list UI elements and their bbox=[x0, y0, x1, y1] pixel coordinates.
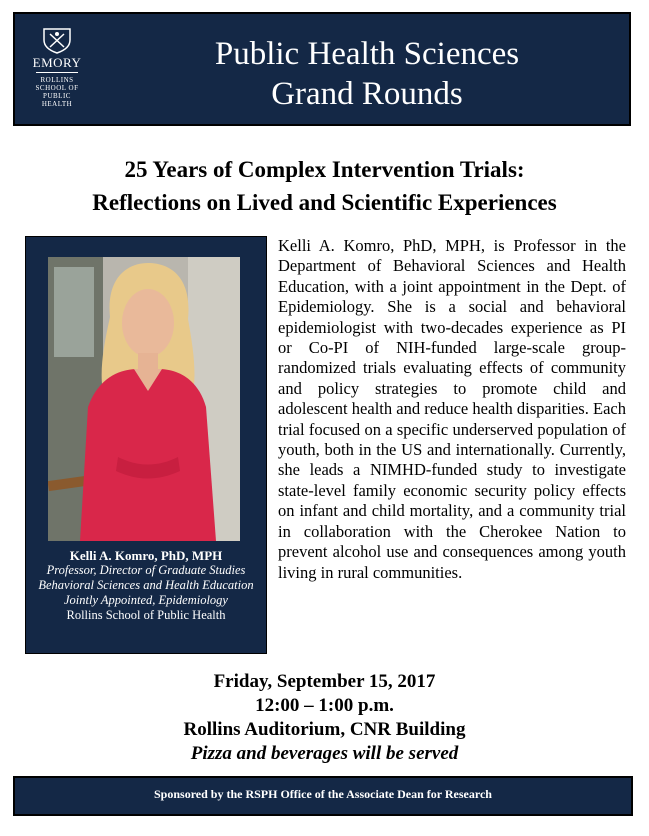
banner-title-line-1: Public Health Sciences bbox=[214, 36, 520, 72]
speaker-role-2: Behavioral Sciences and Health Education bbox=[38, 578, 254, 592]
speaker-name: Kelli A. Komro, PhD, MPH bbox=[69, 548, 223, 563]
speaker-role-1: Professor, Director of Graduate Studies bbox=[46, 563, 246, 577]
shield-torch-icon bbox=[40, 26, 74, 54]
logo-line-3: PUBLIC bbox=[43, 92, 71, 100]
logo-line-1: ROLLINS bbox=[40, 76, 74, 84]
logo-line-2: SCHOOL OF bbox=[35, 84, 79, 92]
speaker-photo bbox=[48, 257, 240, 541]
event-time: 12:00 – 1:00 p.m. bbox=[255, 695, 394, 716]
speaker-bio: Kelli A. Komro, PhD, MPH, is Professor in the Department of Behavioral Sciences and Health Education, with a joint appointment in the Dept. of Epidemiology. She is a social and behavioral epidemiologist with two-decades experience as PI or Co-PI of NIH-funded large-scale group-randomized trials evaluating effects of community and policy strategies to promote child and adolescent health and reduce health disparities. Each trial focused on a specific underserved population of youth, both in the US and internationally. Currently, she leads a NIMHD-funded study to investigate state-level family economic security policy effects on infant and child mortality, and a community trial in collaboration with the Cherokee Nation to prevent alcohol use and consequences among youth living in rural communities. bbox=[278, 236, 626, 582]
sponsor-text: Sponsored by the RSPH Office of the Associate Dean for Research bbox=[154, 787, 492, 801]
event-food-note: Pizza and beverages will be served bbox=[190, 743, 459, 764]
banner-title bbox=[105, 34, 629, 114]
event-date: Friday, September 15, 2017 bbox=[213, 671, 436, 692]
event-location: Rollins Auditorium, CNR Building bbox=[183, 719, 466, 740]
speaker-card bbox=[25, 236, 267, 654]
speaker-caption bbox=[26, 548, 266, 623]
logo-divider bbox=[36, 72, 78, 73]
talk-title bbox=[0, 153, 649, 219]
banner-title-line-2: Grand Rounds bbox=[271, 76, 463, 112]
speaker-school: Rollins School of Public Health bbox=[66, 608, 226, 622]
sponsor-banner bbox=[13, 776, 633, 816]
logo-wordmark: EMORY bbox=[32, 55, 82, 70]
emory-logo bbox=[31, 26, 83, 108]
event-details bbox=[0, 670, 649, 766]
speaker-role-3: Jointly Appointed, Epidemiology bbox=[64, 593, 228, 607]
talk-title-line-1: 25 Years of Complex Intervention Trials: bbox=[124, 157, 525, 182]
talk-title-line-2: Reflections on Lived and Scientific Experiences bbox=[92, 190, 557, 215]
header-banner bbox=[13, 12, 631, 126]
logo-line-4: HEALTH bbox=[41, 100, 73, 108]
